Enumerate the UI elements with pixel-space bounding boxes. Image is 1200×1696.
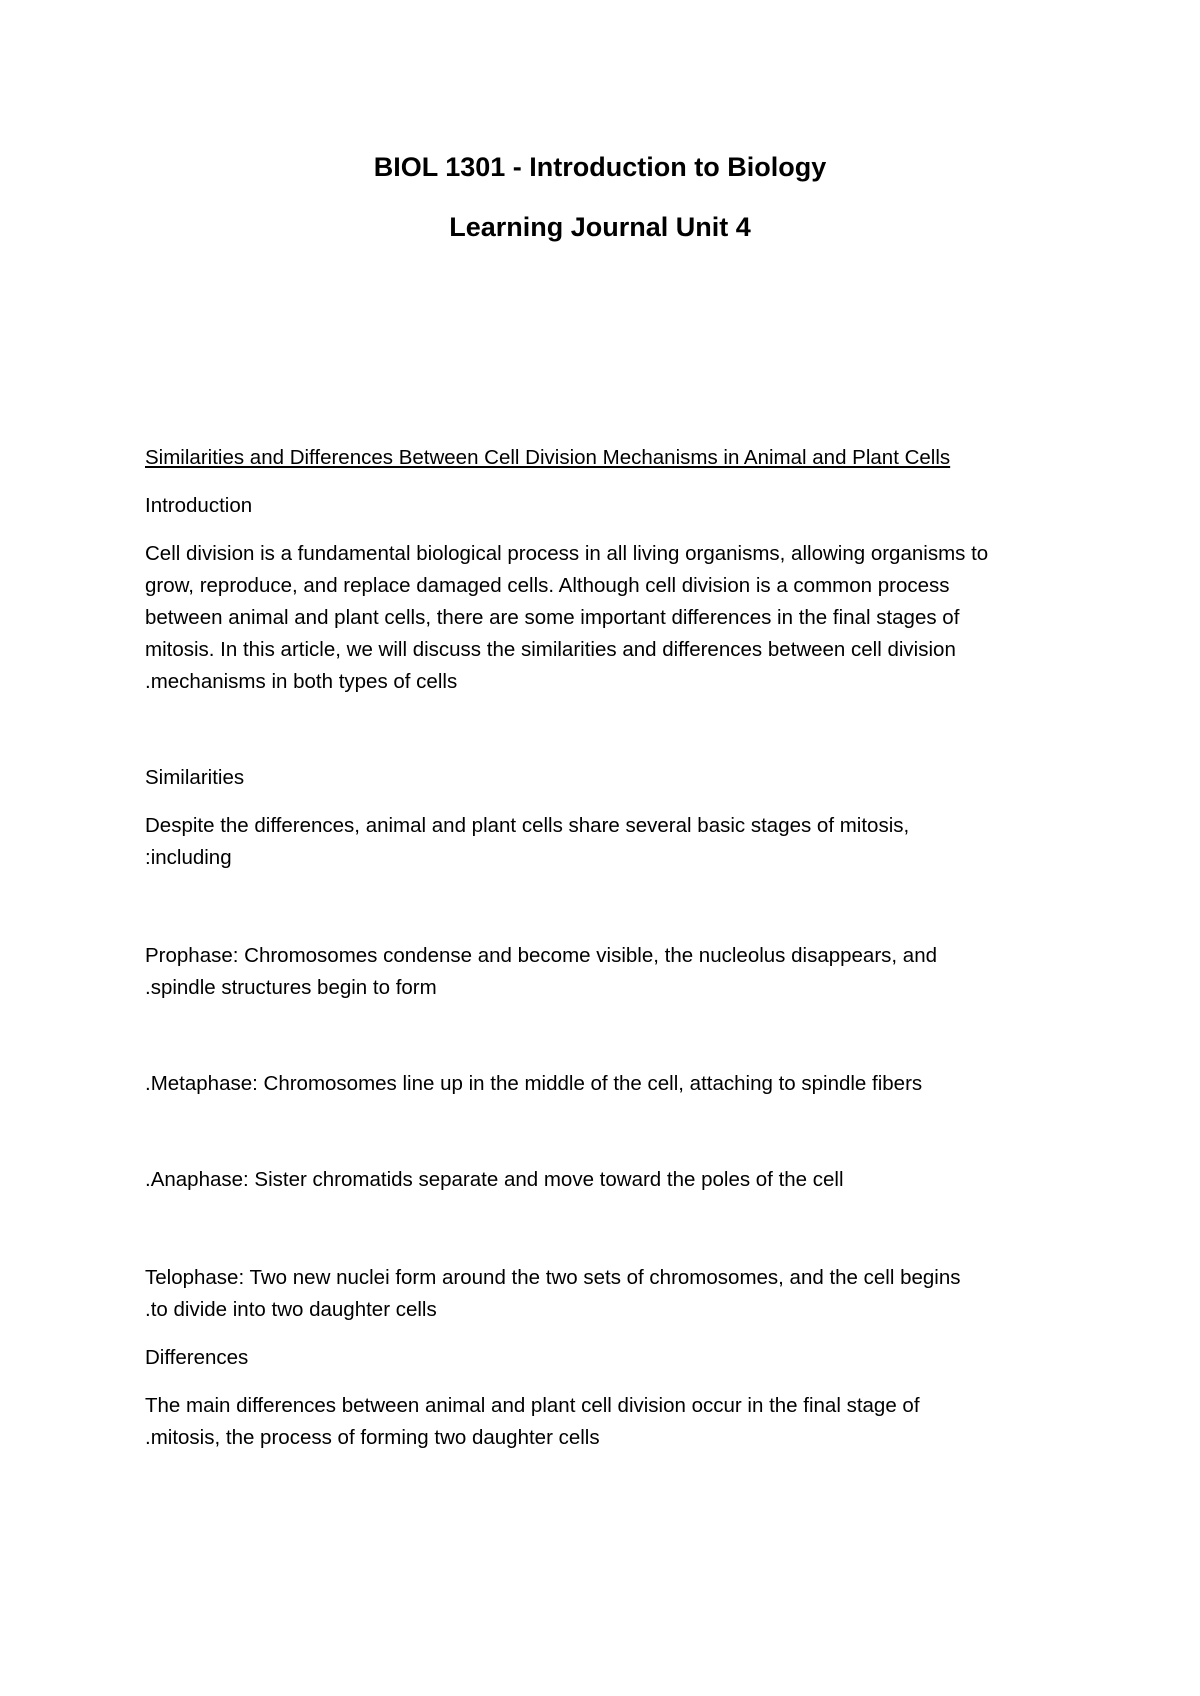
differences-heading: Differences [145, 1346, 249, 1369]
intro-line-1: Cell division is a fundamental biological process in all living organisms, allowing organisms to [145, 542, 989, 565]
similarities-line-2: :including [145, 846, 232, 869]
telophase-line-2: .to divide into two daughter cells [145, 1298, 437, 1321]
section-heading: Similarities and Differences Between Cell Division Mechanisms in Animal and Plant Cells [145, 446, 951, 469]
intro-heading: Introduction [145, 494, 253, 517]
similarities-heading: Similarities [145, 766, 245, 789]
intro-line-3: between animal and plant cells, there are some important differences in the final stages of [145, 606, 960, 629]
telophase-line-1: Telophase: Two new nuclei form around the two sets of chromosomes, and the cell begins [145, 1266, 961, 1289]
metaphase-line: .Metaphase: Chromosomes line up in the middle of the cell, attaching to spindle fibers [145, 1072, 923, 1095]
differences-line-1: The main differences between animal and plant cell division occur in the final stage of [145, 1394, 920, 1417]
anaphase-line: .Anaphase: Sister chromatids separate and move toward the poles of the cell [145, 1168, 844, 1191]
course-title: BIOL 1301 - Introduction to Biology [373, 152, 827, 182]
intro-line-2: grow, reproduce, and replace damaged cells. Although cell division is a common process [145, 574, 950, 597]
journal-title: Learning Journal Unit 4 [449, 212, 751, 242]
differences-line-2: .mitosis, the process of forming two daughter cells [145, 1426, 600, 1449]
intro-line-4: mitosis. In this article, we will discuss the similarities and differences between cell division [145, 638, 956, 661]
prophase-line-1: Prophase: Chromosomes condense and become visible, the nucleolus disappears, and [145, 944, 938, 967]
prophase-line-2: .spindle structures begin to form [145, 976, 437, 999]
similarities-line-1: Despite the differences, animal and plant cells share several basic stages of mitosis, [145, 814, 910, 837]
intro-line-5: .mechanisms in both types of cells [145, 670, 458, 693]
